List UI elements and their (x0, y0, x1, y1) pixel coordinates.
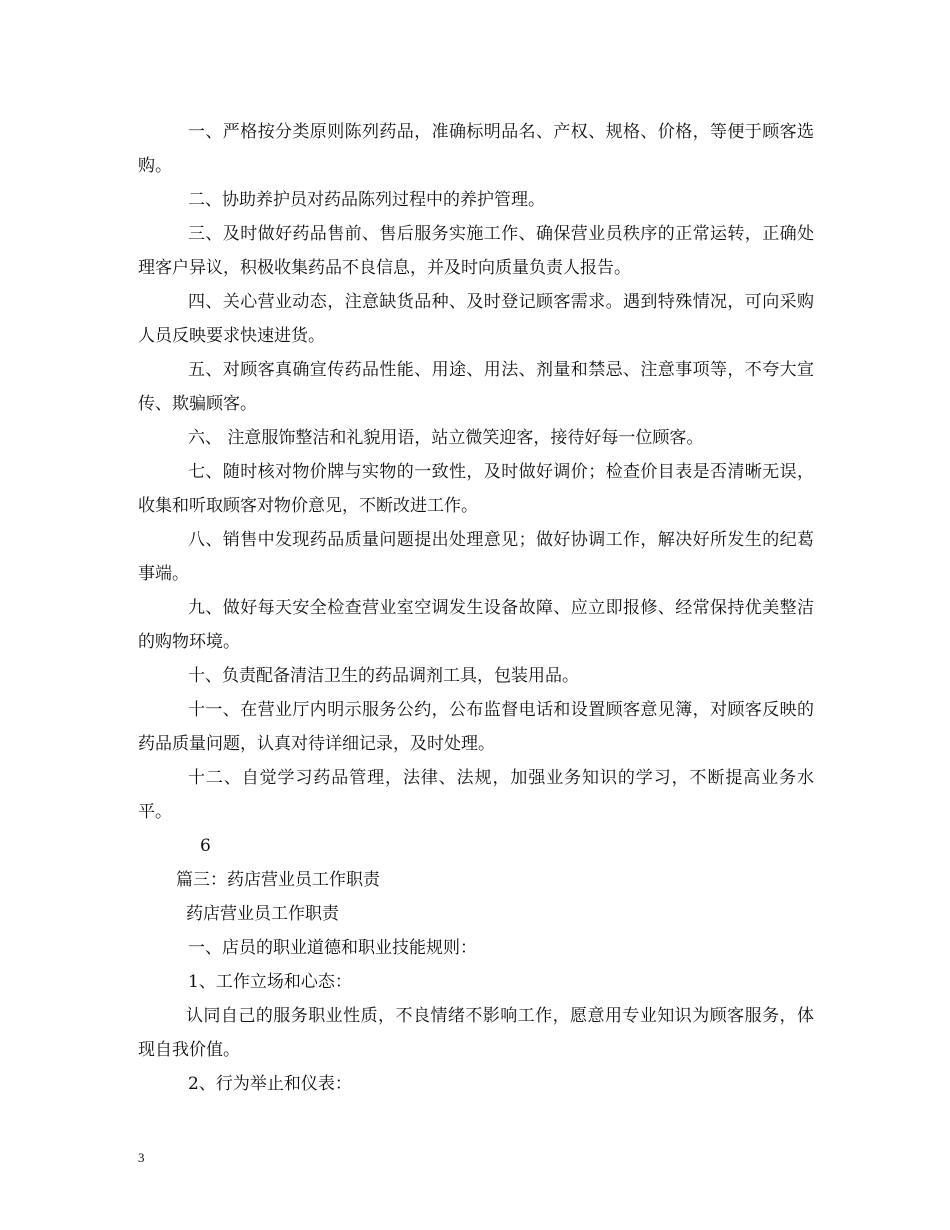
paragraph-2: 二、协助养护员对药品陈列过程中的养护管理。 (188, 190, 545, 210)
paragraph-9: 九、做好每天安全检查营业室空调发生设备故障、应立即报修、经常保持优美整洁的购物环境。 (138, 598, 814, 652)
paragraph-3: 三、及时做好药品售前、售后服务实施工作、确保营业员秩序的正常运转，正确处理客户异议，积极收集药品不良信息，并及时向质量负责人报告。 (138, 224, 814, 278)
document-title: 药店营业员工作职责 (186, 904, 339, 924)
paragraph-11: 十一、在营业厅内明示服务公约，公布监督电话和设置顾客意见簿，对顾客反映的药品质量问题，认真对待详细记录，及时处理。 (138, 700, 814, 754)
paragraph-6: 六、 注意服饰整洁和礼貌用语，站立微笑迎客，接待好每一位顾客。 (188, 428, 704, 448)
paragraph-10: 十、负责配备清洁卫生的药品调剂工具，包装用品。 (188, 666, 579, 686)
page-number: 3 (138, 1150, 145, 1165)
section-number: 6 (200, 836, 211, 856)
paragraph-5: 五、对顾客真确宣传药品性能、用途、用法、剂量和禁忌、注意事项等，不夸大宣传、欺骗顾客。 (138, 360, 814, 414)
paragraph-8: 八、销售中发现药品质量问题提出处理意见；做好协调工作，解决好所发生的纪葛事端。 (138, 530, 814, 584)
paragraph-4: 四、关心营业动态，注意缺货品种、及时登记顾客需求。遇到特殊情况，可向采购人员反映要求快速进货。 (138, 292, 814, 346)
item-1-heading: 1、工作立场和心态： (188, 972, 352, 992)
paragraph-1: 一、严格按分类原则陈列药品，准确标明品名、产权、规格、价格，等便于顾客选购。 (138, 122, 814, 176)
document-body (138, 115, 814, 1101)
sub-heading: 一、店员的职业道德和职业技能规则： (188, 938, 477, 958)
section-title: 篇三：药店营业员工作职责 (176, 870, 380, 890)
paragraph-7: 七、随时核对物价牌与实物的一致性，及时做好调价；检查价目表是否清晰无误，收集和听取顾客对物价意见，不断改进工作。 (138, 462, 814, 516)
paragraph-12: 十二、自觉学习药品管理，法律、法规，加强业务知识的学习，不断提高业务水平。 (138, 768, 814, 822)
item-2-heading: 2、行为举止和仪表： (188, 1074, 352, 1094)
item-1-text: 认同自己的服务职业性质，不良情绪不影响工作，愿意用专业知识为顾客服务，体现自我价值。 (138, 1006, 814, 1060)
